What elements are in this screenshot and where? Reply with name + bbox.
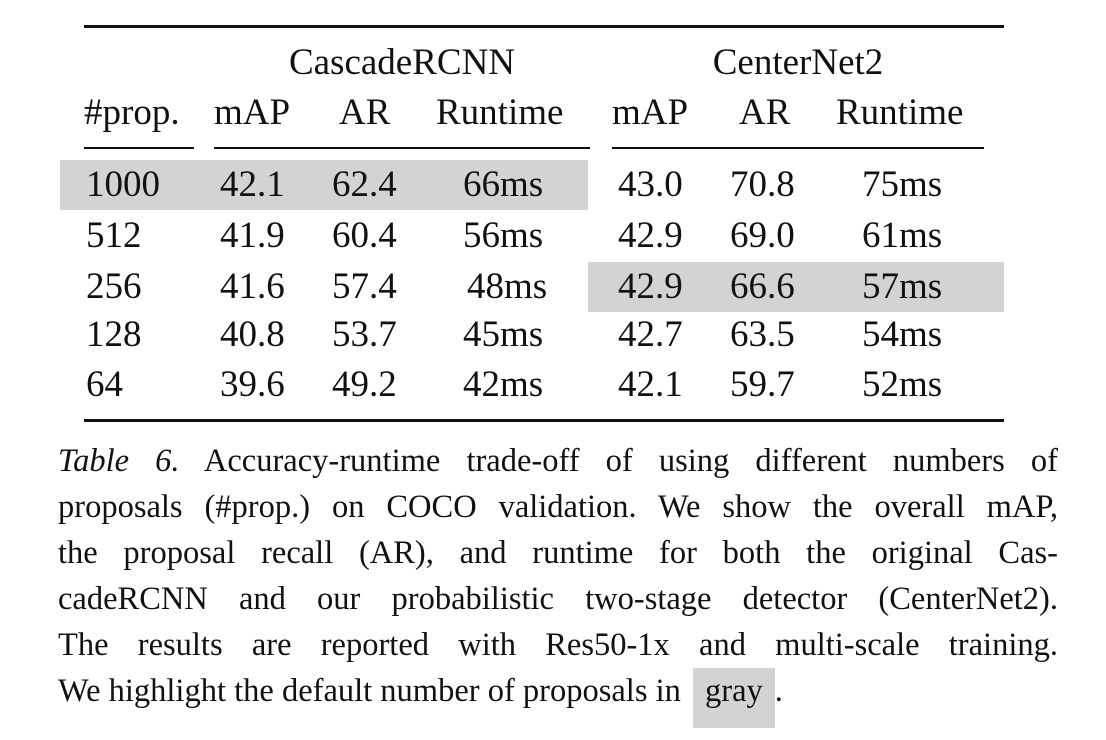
centernet-group-header: CenterNet2 bbox=[712, 42, 884, 83]
header-cascade-runtime: Runtime bbox=[436, 92, 564, 133]
cell-cascade-map: 39.6 bbox=[220, 364, 285, 405]
header-centernet-runtime: Runtime bbox=[836, 92, 964, 133]
cell-cascade-ar: 60.4 bbox=[332, 215, 397, 256]
prop-header-underline bbox=[84, 147, 194, 149]
cell-cascade-map: 40.8 bbox=[220, 314, 285, 355]
cascade-group-header: CascadeRCNN bbox=[288, 42, 516, 83]
cell-cascade-ar: 57.4 bbox=[332, 266, 397, 307]
header-cascade-ar: AR bbox=[339, 92, 391, 133]
caption-label: Table 6. bbox=[58, 443, 180, 479]
header-centernet-map: mAP bbox=[612, 92, 689, 133]
cell-centernet-map: 42.1 bbox=[618, 364, 683, 405]
header-centernet-ar: AR bbox=[739, 92, 791, 133]
cell-centernet-runtime: 54ms bbox=[862, 314, 943, 355]
cell-centernet-runtime: 52ms bbox=[862, 364, 943, 405]
cell-centernet-map: 42.9 bbox=[618, 215, 683, 256]
caption-text-1: Accuracy-runtime trade-off of using different numbers of bbox=[203, 443, 1058, 479]
cell-centernet-runtime: 75ms bbox=[862, 164, 943, 205]
cell-cascade-ar: 49.2 bbox=[332, 364, 397, 405]
cell-prop: 256 bbox=[86, 266, 142, 307]
cell-cascade-map: 41.6 bbox=[220, 266, 285, 307]
cell-cascade-runtime: 45ms bbox=[463, 314, 544, 355]
cell-cascade-ar: 53.7 bbox=[332, 314, 397, 355]
caption-line-1 bbox=[58, 438, 1058, 484]
cell-prop: 128 bbox=[86, 314, 142, 355]
cell-cascade-ar: 62.4 bbox=[332, 164, 397, 205]
header-cascade-map: mAP bbox=[214, 92, 291, 133]
cell-centernet-ar: 63.5 bbox=[730, 314, 795, 355]
caption-line-4: cadeRCNN and our probabilistic two-stage detector (CenterNet2). bbox=[58, 581, 1058, 617]
cell-centernet-map: 42.9 bbox=[618, 266, 683, 307]
caption-text-6: We highlight the default number of proposals in bbox=[58, 673, 681, 709]
cell-centernet-map: 43.0 bbox=[618, 164, 683, 205]
cell-cascade-map: 41.9 bbox=[220, 215, 285, 256]
cell-cascade-runtime: 48ms bbox=[467, 266, 548, 307]
table-bottom-rule bbox=[84, 419, 1004, 422]
caption-line-3: the proposal recall (AR), and runtime for both the original Cas- bbox=[58, 535, 1058, 571]
cell-cascade-runtime: 42ms bbox=[463, 364, 544, 405]
header-prop: #prop. bbox=[84, 92, 180, 133]
cell-centernet-runtime: 61ms bbox=[862, 215, 943, 256]
table-top-rule bbox=[84, 25, 1004, 28]
table-caption bbox=[58, 438, 1058, 728]
caption-period: . bbox=[774, 673, 783, 709]
caption-line-2: proposals (#prop.) on COCO validation. We show the overall mAP, bbox=[58, 489, 1058, 525]
centernet-header-underline bbox=[612, 147, 984, 149]
cell-centernet-map: 42.7 bbox=[618, 314, 683, 355]
cell-centernet-ar: 66.6 bbox=[730, 266, 795, 307]
cascade-header-underline bbox=[214, 147, 590, 149]
cell-prop: 512 bbox=[86, 215, 142, 256]
cell-cascade-runtime: 56ms bbox=[463, 215, 544, 256]
cell-cascade-map: 42.1 bbox=[220, 164, 285, 205]
cell-centernet-runtime: 57ms bbox=[862, 266, 943, 307]
caption-line-5: The results are reported with Res50-1x and multi-scale training. bbox=[58, 627, 1058, 663]
cell-centernet-ar: 59.7 bbox=[730, 364, 795, 405]
cell-prop: 1000 bbox=[86, 164, 160, 205]
gray-highlight-sample: gray bbox=[693, 668, 775, 728]
cell-centernet-ar: 70.8 bbox=[730, 164, 795, 205]
cell-cascade-runtime: 66ms bbox=[463, 164, 544, 205]
caption-line-6 bbox=[58, 668, 1058, 728]
cell-prop: 64 bbox=[86, 364, 123, 405]
cell-centernet-ar: 69.0 bbox=[730, 215, 795, 256]
